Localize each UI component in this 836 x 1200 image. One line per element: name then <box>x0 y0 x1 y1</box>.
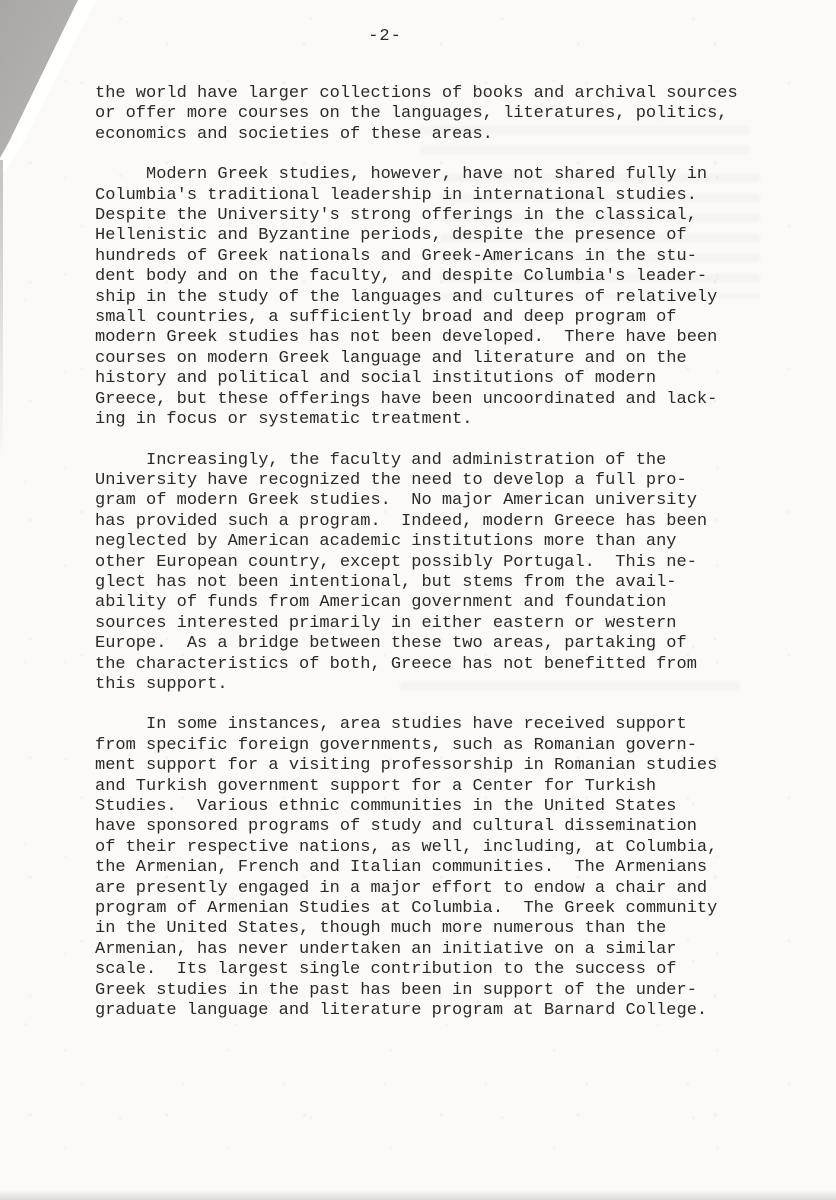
paragraph: the world have larger collections of books and archival sources or offer more courses on the languages, literatures, politics, economics and societies of these areas. <box>95 84 738 144</box>
page-number: -2- <box>368 27 402 46</box>
paragraph: Modern Greek studies, however, have not shared fully in Columbia's traditional leadership in international studies. Despite the University's strong offerings in the classical, Hellenistic and Byzantine periods, despite the presence of hundreds of Greek nationals and Greek-Americans in the stu- dent body and on the faculty, and despite Columbia's leader- ship in the study of the languages and cultures of relatively small countries, a sufficiently broad and deep program of modern Greek studies has not been developed. There have been courses on modern Greek language and literature and on the history and political and social institutions of modern Greece, but these offerings have been uncoordinated and lack- ing in focus or systematic treatment. <box>95 165 718 430</box>
paragraph: In some instances, area studies have received support from specific foreign governments, such as Romanian govern- ment support for a visiting professorship in Romanian studies and Turkish government support for a Center for Turkish Studies. Various ethnic communities in the United States have sponsored programs of study and cultural dissemination of their respective nations, as well, including, at Columbia, the Armenian, French and Italian communities. The Armenians are presently engaged in a major effort to endow a chair and program of Armenian Studies at Columbia. The Greek community in the United States, though much more numerous than the Armenian, has never undertaken an initiative on a similar scale. Its largest single contribution to the success of Greek studies in the past has been in support of the under- graduate language and literature program at Barnard College. <box>95 715 718 1021</box>
page-bottom-edge-shadow <box>0 1190 836 1200</box>
paragraph: Increasingly, the faculty and administration of the University have recognized the need to develop a full pro- gram of modern Greek studies. No major American university has provided such a program. Indeed, modern Greece has been neglected by American academic institutions more than any other European country, except possibly Portugal. This ne- glect has not been intentional, but stems from the avail- ability of funds from American government and foundation sources interested primarily in either eastern or western Europe. As a bridge between these two areas, partaking of the characteristics of both, Greece has not benefitted from this support. <box>95 450 708 694</box>
document-body <box>95 84 775 1041</box>
page-left-edge-shadow <box>0 160 3 460</box>
